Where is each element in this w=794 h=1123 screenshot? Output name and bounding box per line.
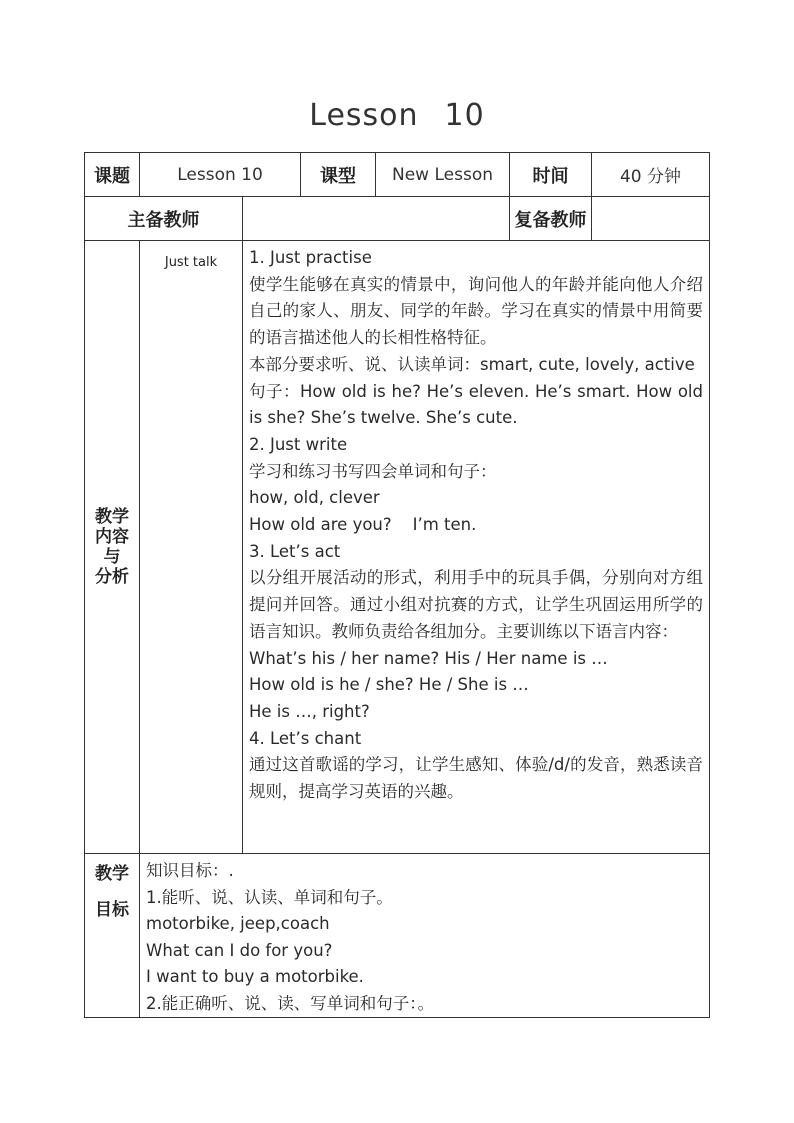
main-teacher-label: 主备教师 bbox=[85, 197, 243, 241]
title-word: Lesson bbox=[309, 98, 419, 133]
goals-row bbox=[85, 854, 710, 1018]
sub-label-cell bbox=[140, 241, 243, 854]
goals-line: 2.能正确听、说、读、写单词和句子：。 bbox=[146, 993, 434, 1013]
content-line: 1. Just practise bbox=[249, 248, 372, 267]
content-line: What’s his / her name? His / Her name is … bbox=[249, 648, 608, 668]
content-line: How old are you? I’m ten. bbox=[249, 515, 477, 535]
lesson-plan-table bbox=[84, 152, 710, 1018]
goals-line: I want to buy a motorbike. bbox=[146, 967, 364, 986]
goals-line: motorbike, jeep,coach bbox=[146, 914, 330, 933]
title-number: 10 bbox=[444, 98, 485, 133]
teacher-row bbox=[85, 197, 710, 241]
content-line: 句子：How old is he? He’s eleven. He’s smart. How old is she? She’s twelve. She’s cute. bbox=[249, 381, 703, 428]
type-value: New Lesson bbox=[376, 153, 510, 197]
goals-label-line: 目标 bbox=[95, 900, 129, 920]
content-row bbox=[85, 241, 710, 854]
goals-line: 1.能听、说、认读、单词和句子。 bbox=[146, 887, 393, 907]
main-teacher-value bbox=[243, 197, 510, 241]
time-label: 时间 bbox=[510, 153, 592, 197]
goals-line: 知识目标：. bbox=[146, 861, 234, 880]
content-label bbox=[85, 241, 140, 854]
content-line: 3. Let’s act bbox=[249, 541, 341, 561]
assist-teacher-value bbox=[592, 197, 710, 241]
content-line: 4. Let’s chant bbox=[249, 728, 362, 748]
content-line: 使学生能够在真实的情景中，询问他人的年龄并能向他人介绍自己的家人、朋友、同学的年龄。学习在真实的情景中用简要的语言描述他人的长相性格特征。 bbox=[249, 274, 703, 348]
content-body bbox=[243, 241, 710, 854]
goals-label-line: 教学 bbox=[95, 864, 129, 884]
goals-line: What can I do for you? bbox=[146, 940, 333, 960]
assist-teacher-label: 复备教师 bbox=[510, 197, 592, 241]
sub-label: Just talk bbox=[164, 255, 218, 270]
content-line: 以分组开展活动的形式，利用手中的玩具手偶，分别向对方组提问并回答。通过小组对抗赛的方式，让学生巩固运用所学的语言知识。教师负责给各组加分。主要训练以下语言内容： bbox=[249, 568, 703, 641]
content-label-line: 内容 bbox=[95, 527, 129, 547]
topic-value: Lesson 10 bbox=[140, 153, 301, 197]
content-label-line: 分析 bbox=[95, 567, 129, 587]
content-line: 通过这首歌谣的学习，让学生感知、体验/d/的发音，熟悉读音规则，提高学习英语的兴趣。 bbox=[249, 755, 703, 802]
content-line: He is …, right? bbox=[249, 701, 370, 721]
topic-label: 课题 bbox=[85, 153, 140, 197]
content-label-line: 与 bbox=[103, 547, 121, 567]
content-line: How old is he / she? He / She is … bbox=[249, 675, 529, 695]
content-label-line: 教学 bbox=[95, 507, 129, 527]
content-line: how, old, clever bbox=[249, 488, 380, 508]
content-line: 本部分要求听、说、认读单词：smart, cute, lovely, active bbox=[249, 354, 695, 374]
content-line: 学习和练习书写四会单词和句子： bbox=[249, 461, 497, 481]
content-line: 2. Just write bbox=[249, 434, 348, 454]
header-row bbox=[85, 153, 710, 197]
goals-label bbox=[85, 854, 140, 1018]
goals-body bbox=[140, 854, 710, 1018]
time-value: 40 分钟 bbox=[592, 153, 710, 197]
page-title bbox=[0, 98, 794, 133]
type-label: 课型 bbox=[301, 153, 376, 197]
